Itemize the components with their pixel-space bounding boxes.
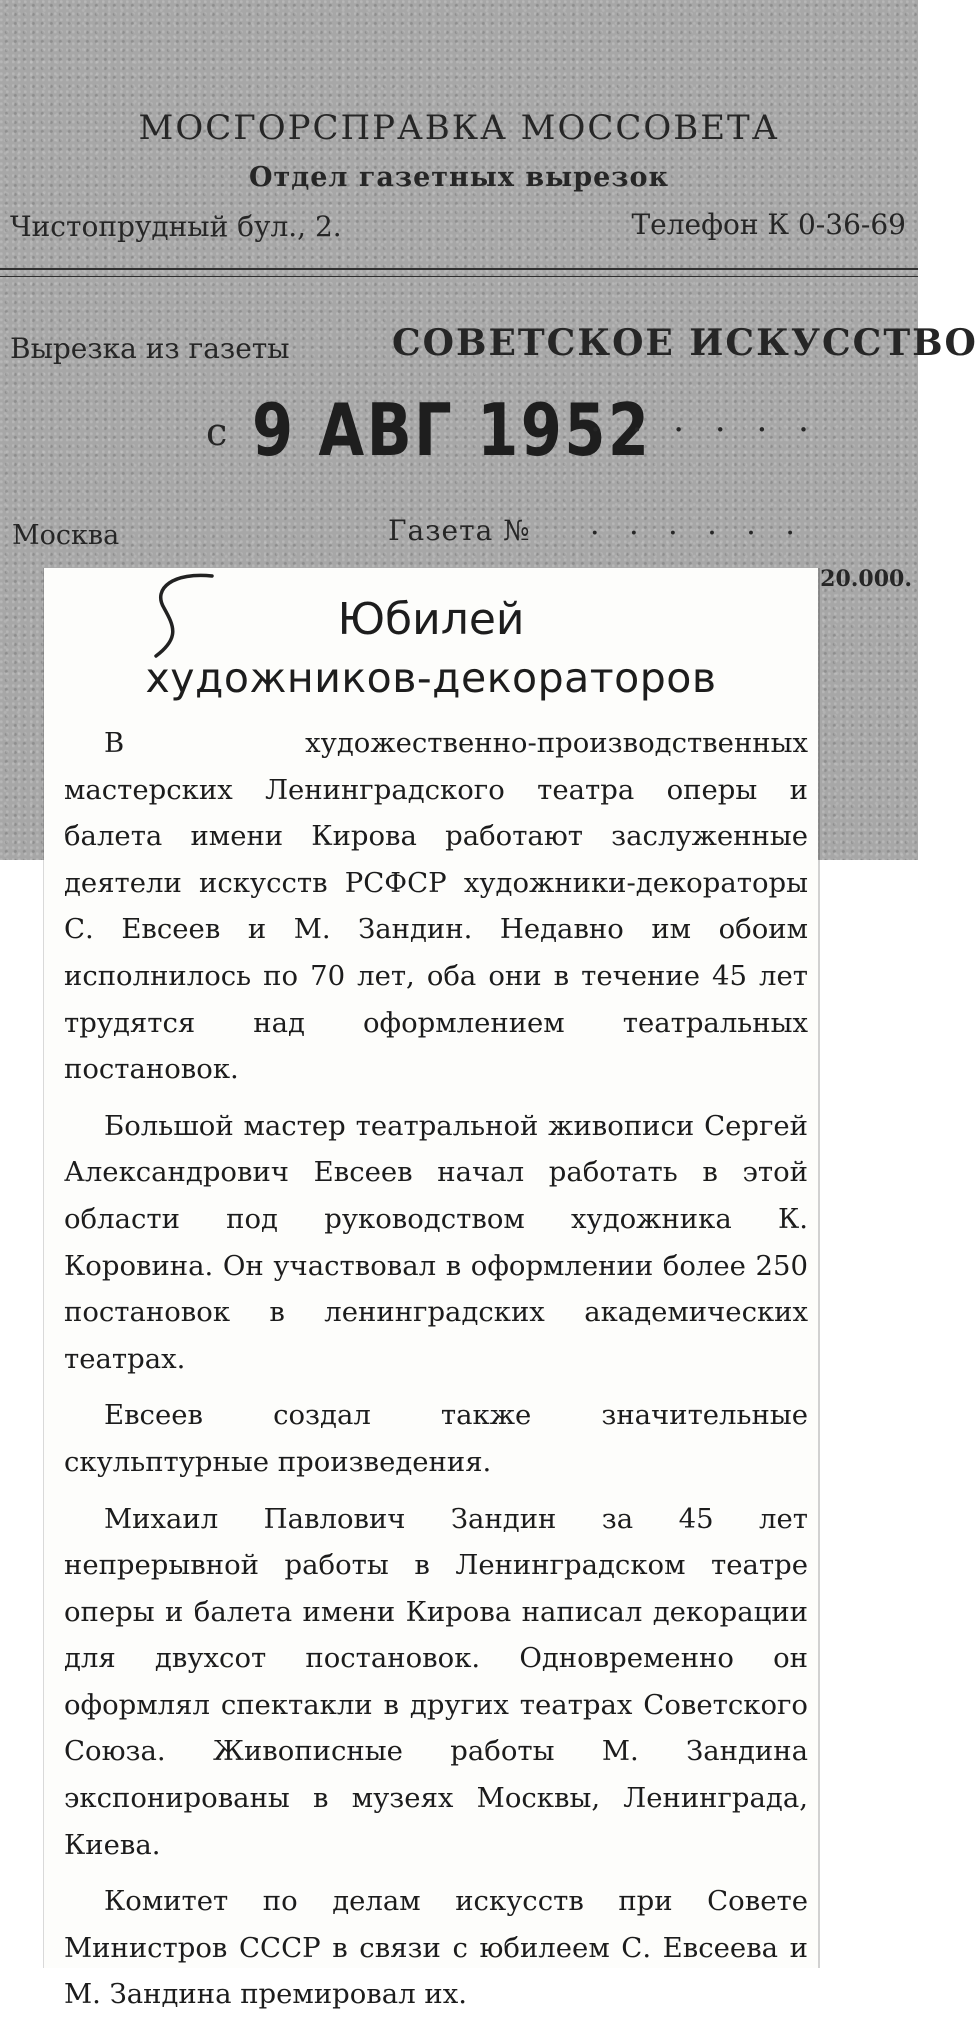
- bureau-department: Отдел газетных вырезок: [249, 162, 669, 193]
- article-paragraph: Комитет по делам искусств при Совете Министров СССР в связи с юбилеем С. Евсеева и М. Зандина премировал их.: [64, 1885, 808, 2011]
- gazette-dotted-line: · · · · · ·: [590, 516, 805, 551]
- date-dotted-line: · · · · · ·: [590, 410, 819, 450]
- circulation: 20.000.: [820, 566, 912, 592]
- date-stamp: 9 АВГ 1952: [252, 388, 652, 472]
- article-paragraph: Михаил Павлович Зандин за 45 лет непрерывной работы в Ленинградском театре оперы и балета имени Кирова написал декорации для двухсот постановок. Одновременно он оформлял спектакли в других театрах Советского Союза. Живописные работы М. Зандина экспонированы в музеях Москвы, Ленинграда, Киева.: [64, 1502, 808, 1861]
- article-body: [64, 720, 808, 2028]
- bureau-phone: Телефон К 0-36-69: [631, 208, 906, 241]
- header-divider: [0, 268, 918, 270]
- city: Москва: [12, 520, 120, 551]
- article-title-line-1: Юбилей: [337, 594, 525, 645]
- date-prefix: с: [206, 410, 228, 454]
- article-paragraph: В художественно-производственных мастерских Ленинградского театра оперы и балета имени Кирова работают заслуженные деятели искусств РСФСР художники-декораторы С. Евсеев и М. Зандин. Недавно им обоим исполнилось по 70 лет, оба они в течение 45 лет трудятся над оформлением театральных постановок.: [64, 727, 808, 1086]
- bureau-name: МОСГОРСПРАВКА МОССОВЕТА: [138, 108, 780, 148]
- gazette-number-label: Газета №: [388, 514, 531, 547]
- newspaper-name: СОВЕТСКОЕ ИСКУССТВО: [392, 322, 978, 364]
- clipping-label: Вырезка из газеты: [10, 332, 290, 365]
- article-paragraph: Большой мастер театральной живописи Сергей Александрович Евсеев начал работать в этой области под руководством художника К. Коровина. Он участвовал в оформлении более 250 постановок в ленинградских академических театрах.: [64, 1109, 808, 1375]
- article-paragraph: Евсеев создал также значительные скульптурные произведения.: [64, 1399, 808, 1478]
- newspaper-clipping: [44, 568, 818, 2011]
- article-title-line-2: художников-декораторов: [145, 654, 717, 702]
- header-divider-thin: [0, 276, 918, 277]
- bureau-address: Чистопрудный бул., 2.: [10, 210, 342, 243]
